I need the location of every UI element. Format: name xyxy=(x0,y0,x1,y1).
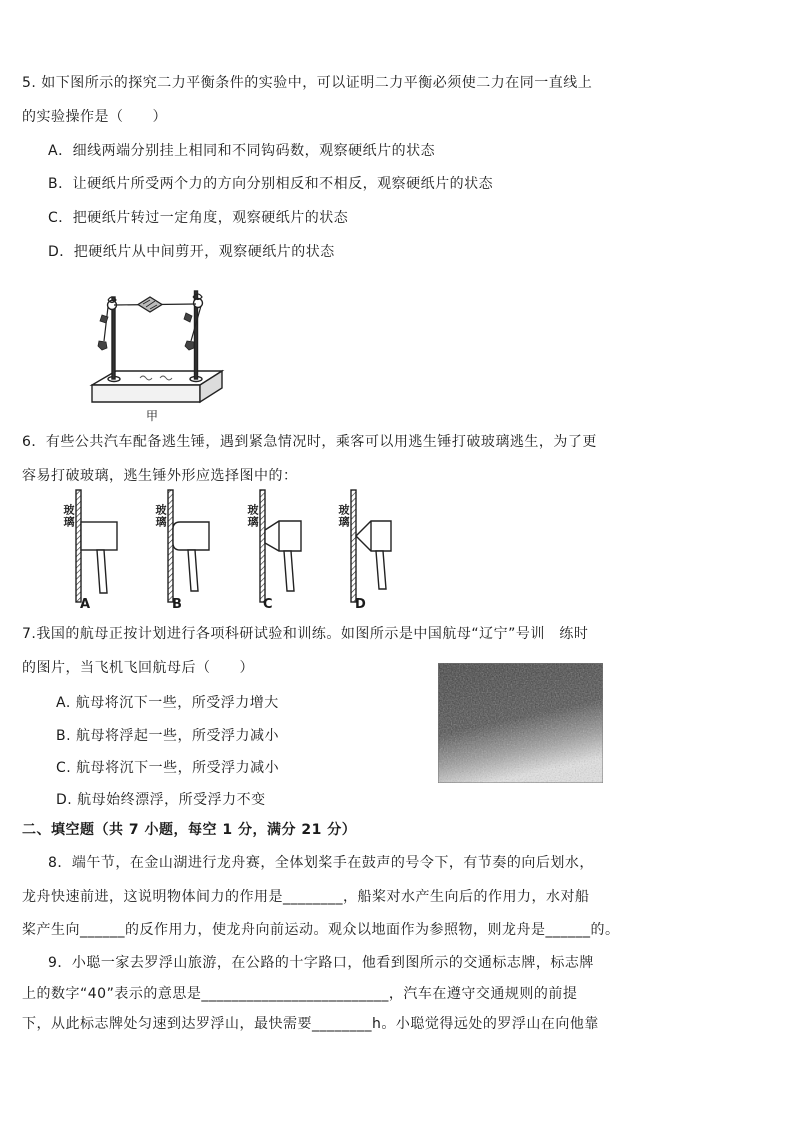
q9-line3: 下，从此标志牌处匀速到达罗浮山，最快需要________h。小聪觉得远处的罗浮山在向他靠 xyxy=(22,1016,599,1032)
q6-stem-line1: 6．有些公共汽车配备逃生锤，遇到紧急情况时，乘客可以用逃生锤打破玻璃逃生，为了更 xyxy=(22,434,597,450)
hammer-head-tapered xyxy=(265,521,301,551)
glass-label-d: 玻璃 xyxy=(337,504,350,528)
section2-heading: 二、填空题（共 7 小题，每空 1 分，满分 21 分） xyxy=(22,822,357,838)
glass-plate-a xyxy=(76,490,81,602)
hammer-handle-c xyxy=(284,551,294,591)
q7-option-a: A. 航母将沉下一些，所受浮力增大 xyxy=(56,695,279,711)
hammer-head-flat xyxy=(81,522,117,550)
q5-option-a: A．细线两端分别挂上相同和不同钩码数，观察硬纸片的状态 xyxy=(48,143,436,159)
two-force-balance-apparatus-icon xyxy=(88,283,228,408)
q8-line1: 8．端午节，在金山湖进行龙舟赛，全体划桨手在鼓声的号令下，有节奏的向后划水， xyxy=(48,855,594,871)
glass-plate-b xyxy=(168,490,173,602)
q9-line2: 上的数字“40”表示的意思是_________________________，汽车在遵守交通规则的前提 xyxy=(22,986,578,1002)
q7-stem-line2: 的图片，当飞机飞回航母后（ ） xyxy=(22,660,254,676)
escape-hammer-shapes-icon xyxy=(40,485,420,610)
glass-label-a: 玻璃 xyxy=(62,504,75,528)
q7-option-b: B. 航母将浮起一些，所受浮力减小 xyxy=(56,728,280,744)
aircraft-carrier-photo xyxy=(438,663,603,783)
q6-option-label-d: D xyxy=(355,597,366,612)
apparatus-base-front xyxy=(92,385,200,402)
q8-line2: 龙舟快速前进，这说明物体间力的作用是________，船桨对水产生向后的作用力，水对船 xyxy=(22,889,590,905)
q6-option-label-b: B xyxy=(172,597,182,612)
q7-option-d: D. 航母始终漂浮，所受浮力不变 xyxy=(56,792,266,808)
q8-line3: 桨产生向______的反作用力，使龙舟向前运动。观众以地面作为参照物，则龙舟是______的。 xyxy=(22,922,620,938)
hammer-handle-d xyxy=(376,551,386,589)
q5-stem-line2: 的实验操作是（ ） xyxy=(22,109,167,125)
hammer-handle-b xyxy=(188,550,198,591)
hammer-handle-a xyxy=(97,550,107,593)
q9-line1: 9．小聪一家去罗浮山旅游，在公路的十字路口，他看到图所示的交通标志牌，标志牌 xyxy=(48,955,594,971)
glass-label-c: 玻璃 xyxy=(246,504,259,528)
q7-stem-line1: 7.我国的航母正按计划进行各项科研试验和训练。如图所示是中国航母“辽宁”号训 练时 xyxy=(22,626,589,642)
q5-stem-line1: 5. 如下图所示的探究二力平衡条件的实验中，可以证明二力平衡必须使二力在同一直线上 xyxy=(22,75,593,91)
q5-option-c: C．把硬纸片转过一定角度，观察硬纸片的状态 xyxy=(48,210,349,226)
q7-option-c: C. 航母将沉下一些，所受浮力减小 xyxy=(56,760,280,776)
q6-option-label-c: C xyxy=(263,597,273,612)
cardboard-icon xyxy=(138,297,162,312)
left-hanging-thread xyxy=(104,307,108,341)
glass-plate-d xyxy=(351,490,356,602)
glass-plate-c xyxy=(260,490,265,602)
hammer-head-rounded xyxy=(173,522,209,550)
q5-option-b: B．让硬纸片所受两个力的方向分别相反和不相反，观察硬纸片的状态 xyxy=(48,176,494,192)
q6-stem-line2: 容易打破玻璃，逃生锤外形应选择图中的： xyxy=(22,468,298,484)
glass-label-b: 玻璃 xyxy=(154,504,167,528)
q5-figure-caption: 甲 xyxy=(146,409,159,423)
hammer-head-pointed xyxy=(356,521,391,551)
q6-option-label-a: A xyxy=(80,597,91,612)
q5-option-d: D．把硬纸片从中间剪开，观察硬纸片的状态 xyxy=(48,244,335,260)
